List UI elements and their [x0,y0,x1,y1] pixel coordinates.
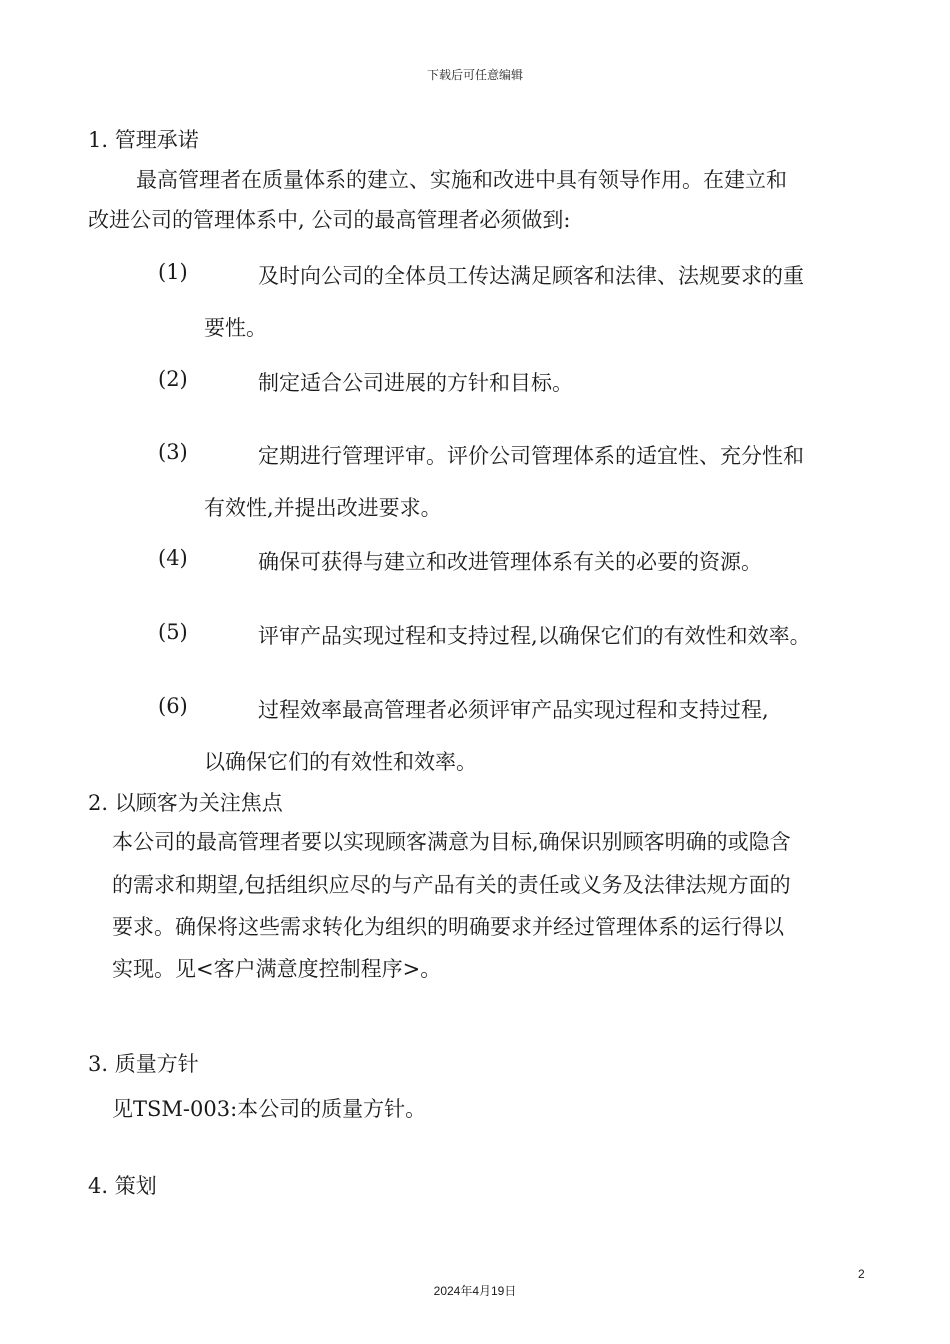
section-2-heading: 2. 以顾客为关注焦点 [88,791,283,815]
section-2-line-1: 本公司的最高管理者要以实现顾客满意为目标,确保识别顾客明确的或隐含 [112,830,791,854]
list-item-number: (2) [158,367,188,391]
section-2-line-2: 的需求和期望,包括组织应尽的与产品有关的责任或义务及法律法规方面的 [112,873,791,897]
list-item-number: (1) [158,260,188,284]
section-2-line-3: 要求。确保将这些需求转化为组织的明确要求并经过管理体系的运行得以 [112,915,784,939]
list-item-number: (4) [158,546,188,570]
section-3-line-1: 见TSM-003:本公司的质量方针。 [112,1097,427,1121]
page-header: 下载后可任意编辑 [426,68,523,82]
list-item-text-continued: 有效性,并提出改进要求。 [204,496,442,520]
list-item-text-continued: 要性。 [204,316,267,340]
list-item-text: 制定适合公司进展的方针和目标。 [258,371,573,395]
list-item-number: (5) [158,620,188,644]
list-item-text: 定期进行管理评审。评价公司管理体系的适宜性、充分性和 [258,444,804,468]
list-item-number: (6) [158,694,188,718]
section-1-heading: 1. 管理承诺 [88,128,199,152]
list-item-text: 及时向公司的全体员工传达满足顾客和法律、法规要求的重 [258,264,804,288]
list-item-text: 评审产品实现过程和支持过程,以确保它们的有效性和效率。 [258,624,811,648]
section-1-intro-line-2: 改进公司的管理体系中, 公司的最高管理者必须做到: [88,208,571,232]
page-footer-date: 2024年4月19日 [433,1284,517,1298]
list-item-text: 过程效率最高管理者必须评审产品实现过程和支持过程, [258,698,769,722]
page-number: 2 [858,1267,865,1281]
section-4-heading: 4. 策划 [88,1174,157,1198]
section-3-heading: 3. 质量方针 [88,1052,199,1076]
section-1-intro-line-1: 最高管理者在质量体系的建立、实施和改进中具有领导作用。在建立和 [136,168,787,192]
list-item-text: 确保可获得与建立和改进管理体系有关的必要的资源。 [258,550,762,574]
list-item-text-continued: 以确保它们的有效性和效率。 [204,750,477,774]
section-2-line-4: 实现。见<客户满意度控制程序>。 [112,957,442,981]
list-item-number: (3) [158,440,188,464]
